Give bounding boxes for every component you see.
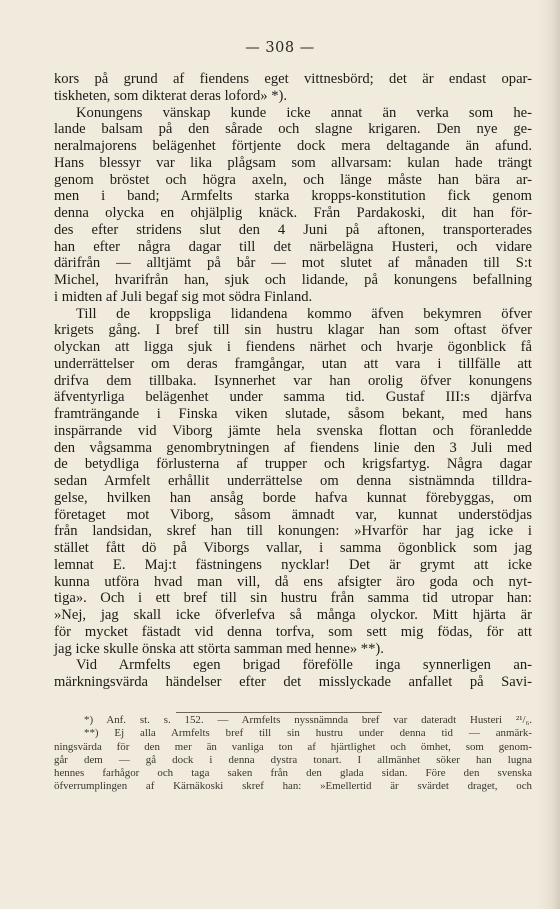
- text-line: kunna utföra hvad man vill, då ens afsigter äro goda och nyt-: [54, 573, 532, 590]
- text-line: den vågsamma genombrytningen af fiendens linie den 3 Juli med: [54, 439, 532, 456]
- text-line: gelse, hvilken han ansåg borde hafva kunnat förebyggas, om: [54, 489, 532, 506]
- text-line: Michel, hvarifrån han, sjuk och lidande, på konungens befallning: [54, 272, 532, 288]
- text-line: krigets gång. I bref till sin hustru klagar han som oftast öfver: [54, 322, 532, 339]
- text-line: sedan Armfelt erhållit underrättelse om denna sistnämnda tilldra-: [54, 473, 532, 489]
- text-line: denna olycka en ohjälplig knäck. Från Pardakoski, dit han för-: [54, 205, 532, 221]
- body-text: [54, 71, 532, 691]
- text-line: för mycket fästadt vid denna torfva, som sett mig födas, för att: [54, 623, 532, 640]
- text-line: Hans blessyr var lika plågsam som allvarsam: kulan hade trängt: [54, 154, 532, 171]
- text-line: tiskheten, som dikterat deras loford» *).: [54, 87, 288, 104]
- text-line: äfventyrliga belägenhet under samma tid. Gustaf III:s djärfva: [54, 389, 532, 406]
- text-line: framträngande i Finska viken slutade, såsom bekant, med hans: [54, 406, 532, 422]
- text-line: lemnat E. Maj:t fästningens nycklar! Det är grymt att icke: [54, 556, 532, 573]
- footnote-divider: [176, 712, 382, 713]
- text-line: därifrån — alltjämt på bår — mot slutet af månaden till S:t: [54, 255, 532, 272]
- text-line: från landsidan, skref han till konungen: »Hvarför har jag icke i: [54, 523, 532, 540]
- text-line: inspärrande vid Viborg jämte hela svenska flottan och föranledde: [54, 422, 532, 439]
- text-line: neralmajorens belägenhet förtjente dock mera deltagande än afund.: [54, 138, 532, 154]
- text-line: underrättelser om deras framgångar, utan att vara i tillfälle att: [54, 355, 532, 372]
- text-line: Till de kroppsliga lidandena kommo äfven bekymren öfver: [76, 305, 532, 322]
- text-line: företaget mot Viborg, såsom ämnadt var, kunnat understödjas: [54, 506, 532, 523]
- text-line: kors på grund af fiendens eget vittnesbörd; det är endast opar-: [54, 71, 532, 87]
- text-line: stället fått dö på Viborgs vallar, i samma ögonblick som jag: [54, 540, 532, 556]
- footnote-line: öfverrumplingen af Kärnäkoski skref han: »Emellertid är svärdet draget, och: [54, 780, 532, 793]
- text-line: tiga». Och i ett bref till sin hustru från samma tid utropar han:: [54, 590, 532, 607]
- text-line: Konungens vänskap kunde icke annat än verka som he-: [76, 104, 532, 121]
- footnote-line: **) Ej alla Armfelts bref till sin hustru under denna tid — anmärk-: [84, 727, 532, 740]
- text-line: lande balsam på den sårade och slagne krigaren. Den nye ge-: [54, 121, 532, 138]
- footnote-line: hennes farhågor och taga saken från den glada sidan. Före den svenska: [54, 767, 532, 780]
- text-line: Vid Armfelts egen brigad förefölle inga synnerligen an-: [76, 657, 532, 674]
- text-line: olyckan att ligga sjuk i fiendens närhet och hvarje ögonblick få: [54, 339, 532, 355]
- text-line: jag icke skulle önska att störta samman med henne» **).: [54, 640, 384, 657]
- text-line: märkningsvärda händelser efter det misslyckade anfallet på Savi-: [54, 674, 532, 690]
- text-line: »Nej, jag skall icke öfverlefva så många olyckor. Mitt hjärta är: [54, 607, 532, 623]
- footnote-line: *) Anf. st. s. 152. — Armfelts nyssnämnda bref var dateradt Husteri ²¹/₆.: [84, 714, 532, 726]
- footnotes: [54, 714, 532, 794]
- page-number: — 308 —: [245, 40, 315, 56]
- footnote-line: går dem — gå dock i denna dystra tonart. I allmänhet söker han lugna: [54, 753, 532, 766]
- text-line: drifva dem tillbaka. Isynnerhet var han orolig öfver konungens: [54, 372, 532, 389]
- text-line: han efter några dagar till det närbelägna Husteri, och vidare: [54, 238, 532, 255]
- text-line: de betydliga förlusterna af trupper och krigsfartyg. Några dagar: [54, 456, 532, 473]
- text-line: i midten af Juli begaf sig mot södra Finland.: [54, 288, 313, 305]
- footnote-line: ningsvärda för den mer än vanliga ton af hjärtlighet och ömhet, som genom-: [54, 740, 532, 753]
- text-line: men i band; Armfelts starka kropps-konstitution fick genom: [54, 188, 532, 205]
- text-line: des efter stridens slut den 4 Juni på aftonen, transporterades: [54, 221, 532, 238]
- text-line: genom bröstet och högra axeln, och länge måste han bära ar-: [54, 171, 532, 188]
